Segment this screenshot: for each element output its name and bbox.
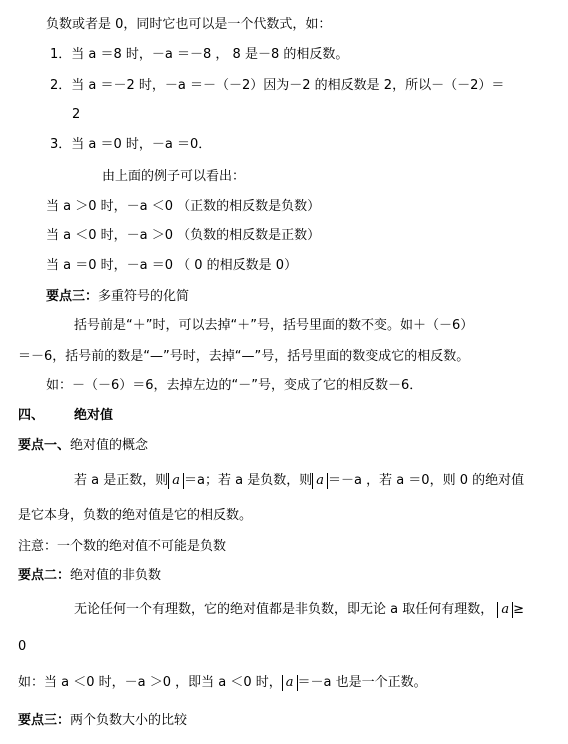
point-label: 要点二： (18, 568, 71, 583)
point-title: 两个负数大小的比较 (70, 713, 188, 728)
point-title: 绝对值的非负数 (70, 568, 162, 583)
text-line: 当 a ＝0 时，－a ＝0 （ 0 的相反数是 0） (46, 258, 298, 273)
point-title: 多重符号的化简 (98, 289, 190, 304)
text-line: ＝－6，括号前的数是“—”号时，去掉“—”号，括号里面的数变成它的相反数。 (18, 349, 470, 364)
heading-line (18, 437, 148, 455)
text-line: 由上面的例子可以看出： (102, 169, 246, 184)
text-line: 如：当 a ＜0 时，－a ＞0 ，即当 a ＜0 时， a ＝－a 也是一个正数。 (18, 675, 427, 690)
point-label: 要点三： (46, 289, 99, 304)
section-number: 四、 (18, 408, 45, 423)
heading-line (18, 712, 187, 730)
absolute-value-symbol: a (497, 602, 513, 618)
text-line: 若 a 是正数，则 a ＝a；若 a 是负数，则 a ＝－a ，若 a ＝0，则 0 的绝对值 (74, 473, 525, 488)
text-line: 0 (18, 639, 27, 654)
point-title: 绝对值的概念 (70, 438, 149, 453)
point-label: 要点三： (18, 713, 71, 728)
text-line: 如：－（－6）＝6，去掉左边的“－”号，变成了它的相反数－6． (46, 378, 423, 393)
text-line: 负数或者是 0，同时它也可以是一个代数式，如： (46, 17, 332, 32)
text-line: 注意：一个数的绝对值不可能是负数 (18, 539, 227, 554)
absolute-value-symbol: a (168, 473, 184, 489)
text-line: 2 (72, 107, 81, 122)
text-line: 当 a ＜0 时，－a ＞0 （负数的相反数是正数） (46, 228, 321, 243)
text-line: 无论任何一个有理数，它的绝对值都是非负数，即无论 a 取任何有理数， a ≥ (74, 602, 525, 617)
text-line: 括号前是“＋”时，可以去掉“＋”号，括号里面的数不变。如＋（－6） (74, 318, 474, 333)
absolute-value-symbol: a (312, 473, 328, 489)
text-line: 3．当 a ＝0 时，－a ＝0． (50, 137, 212, 152)
text-line: 当 a ＞0 时，－a ＜0 （正数的相反数是负数） (46, 199, 321, 214)
point-label: 要点一、 (18, 438, 71, 453)
absolute-value-symbol: a (282, 675, 298, 691)
text-line: 1．当 a ＝8 时，－a ＝－8 ， 8 是－8 的相反数。 (50, 47, 349, 62)
text-line: 2．当 a ＝－2 时，－a ＝－（－2）因为－2 的相反数是 2，所以－（－2）＝ (50, 78, 505, 93)
heading-line (46, 288, 189, 306)
text-line: 是它本身，负数的绝对值是它的相反数。 (18, 508, 253, 523)
heading-line (18, 567, 161, 585)
section-title: 绝对值 (74, 408, 114, 423)
